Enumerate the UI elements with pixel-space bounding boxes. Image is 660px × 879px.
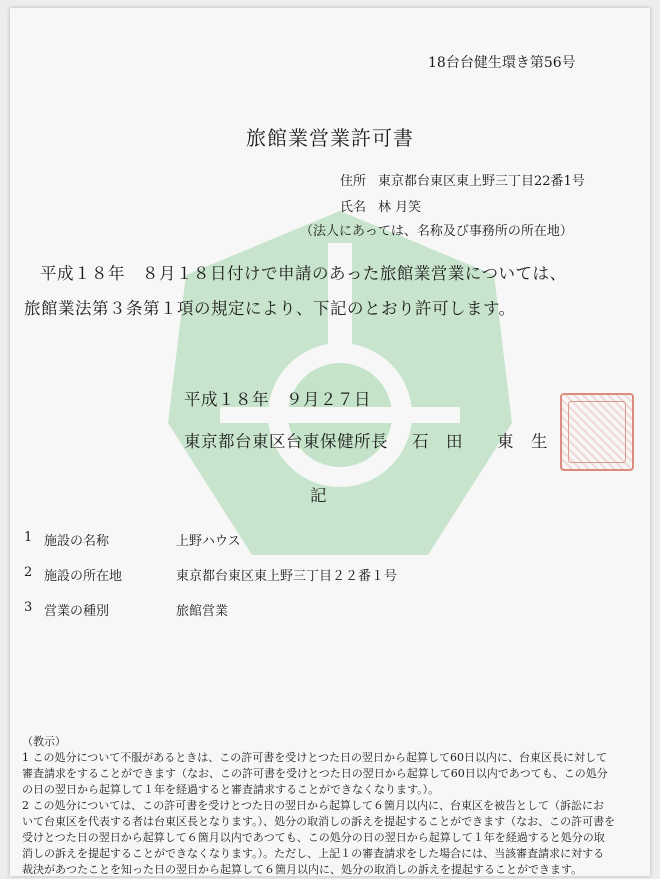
notes-line: 消しの訴えを提起することができなくなります。）。ただし、上記１の審査請求をした場合には、当該審査請求に対する bbox=[22, 847, 605, 860]
notes-line: の日の翌日から起算して１年を経過すると審査請求することができなくなります。）。 bbox=[22, 783, 440, 796]
item-3-value: 旅館営業 bbox=[176, 604, 229, 619]
issue-date: 平成１８年 ９月２７日 bbox=[184, 390, 371, 409]
item-1-num: 1 bbox=[24, 530, 33, 545]
item-3-label: 営業の種別 bbox=[44, 604, 110, 619]
notes-line: 審査請求をすることができます（なお、この許可書を受けとつた日の翌日から起算して60日以内であつても、この処分 bbox=[22, 767, 608, 780]
notes-line: 裁決があつたことを知った日の翌日から起算して６箇月以内に、処分の取消しの訴えを提起することができます。 bbox=[22, 863, 583, 876]
item-2-value: 東京都台東区東上野三丁目２２番１号 bbox=[176, 569, 398, 584]
item-2-num: 2 bbox=[24, 565, 33, 580]
body-line-1: 平成１８年 ８月１８日付けで申請のあった旅館業営業については、 bbox=[40, 264, 567, 283]
item-1-value: 上野ハウス bbox=[176, 534, 241, 549]
notes-heading: （教示） bbox=[22, 735, 66, 748]
document-title: 旅館業営業許可書 bbox=[246, 126, 414, 150]
permit-document bbox=[10, 8, 650, 876]
notes-line: 1 この処分について不服があるときは、この許可書を受けとつた日の翌日から起算して60日以内に、台東区長に対して bbox=[22, 751, 608, 764]
item-1-label: 施設の名称 bbox=[44, 534, 110, 549]
name-label: 氏名 bbox=[340, 200, 367, 215]
instruction-notes bbox=[22, 734, 640, 876]
document-number: 18台台健生環き第56号 bbox=[428, 55, 576, 71]
name-value: 林 月笑 bbox=[378, 200, 422, 215]
ki-heading: 記 bbox=[310, 486, 327, 505]
official-seal-icon bbox=[560, 393, 634, 471]
address-label: 住所 bbox=[340, 174, 367, 189]
address-value: 東京都台東区東上野三丁目22番1号 bbox=[378, 174, 585, 189]
corporate-note: （法人にあっては、名称及び事務所の所在地） bbox=[300, 224, 573, 239]
item-3-num: 3 bbox=[24, 600, 33, 615]
item-2-label: 施設の所在地 bbox=[44, 569, 123, 584]
issuer-title: 東京都台東区台東保健所長 bbox=[184, 432, 388, 451]
notes-line: いて台東区を代表する者は台東区長となります。）、処分の取消しの訴えを提起することができます（なお、この許可書を bbox=[22, 815, 616, 828]
issuer-name: 石 田 東 生 bbox=[412, 432, 548, 451]
body-line-2: 旅館業法第３条第１項の規定により、下記のとおり許可します。 bbox=[24, 299, 516, 318]
notes-line: 2 この処分については、この許可書を受けとつた日の翌日から起算して６箇月以内に、台東区を被告として（訴訟にお bbox=[22, 799, 605, 812]
notes-line: 受けとつた日の翌日から起算して６箇月以内であつても、この処分の日の翌日から起算して１年を経過すると処分の取 bbox=[22, 831, 605, 844]
